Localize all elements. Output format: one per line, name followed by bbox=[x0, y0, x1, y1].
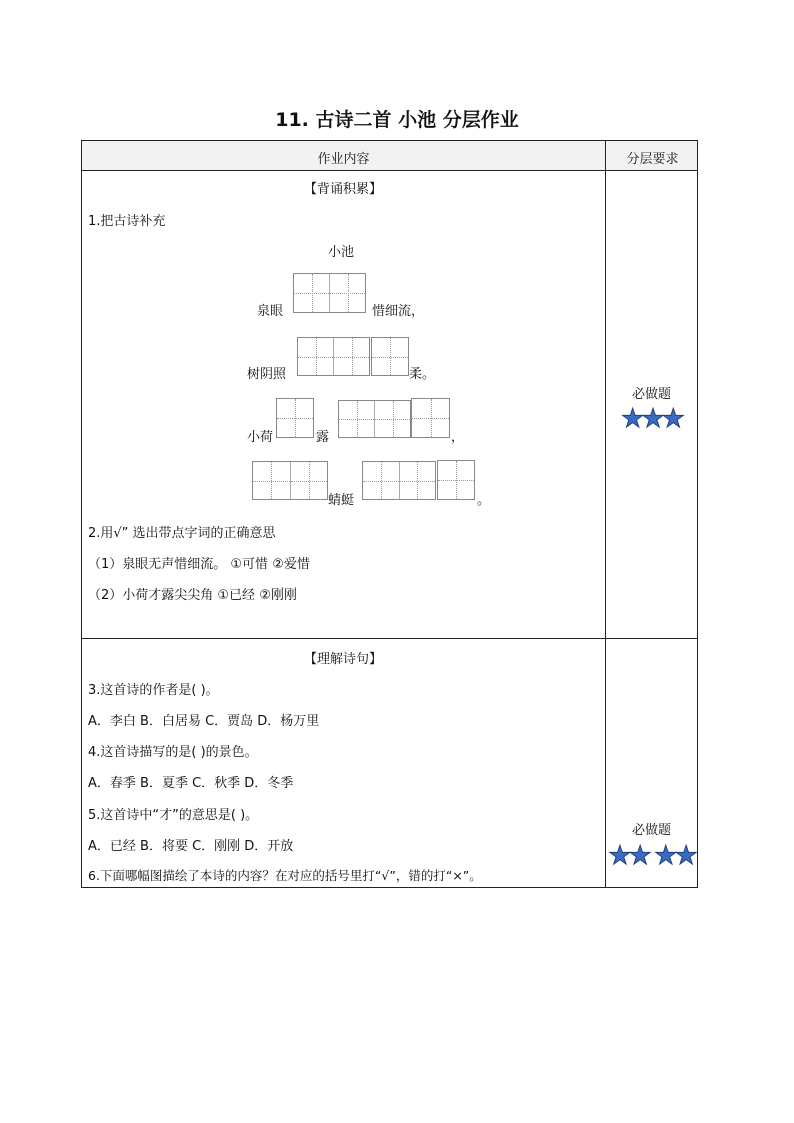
writing-grid[interactable] bbox=[252, 461, 328, 500]
poem-text: ， bbox=[451, 430, 465, 445]
question-3: 3.这首诗的作者是( )。 bbox=[88, 683, 219, 698]
level-label: 必做题 bbox=[631, 387, 671, 402]
poem-text: 泉眼 bbox=[257, 304, 284, 319]
writing-grid[interactable] bbox=[293, 273, 366, 313]
poem-text: 蜻蜓 bbox=[328, 493, 355, 508]
writing-grid[interactable] bbox=[297, 337, 370, 376]
poem-title: 小池 bbox=[328, 245, 355, 260]
page-title: 11. 古诗二首 小池 分层作业 bbox=[275, 109, 519, 131]
question-4-options: A．春季 B．夏季 C．秋季 D．冬季 bbox=[88, 776, 294, 791]
poem-text: 。 bbox=[477, 493, 491, 508]
writing-grid[interactable] bbox=[362, 461, 436, 500]
question-5-options: A．已经 B．将要 C．刚刚 D．开放 bbox=[88, 839, 294, 854]
writing-grid[interactable] bbox=[437, 460, 475, 500]
question-3-options: A．李白 B．白居易 C．贾岛 D．杨万里 bbox=[88, 714, 320, 729]
poem-text: 柔。 bbox=[409, 367, 436, 382]
section-heading: 【背诵积累】 bbox=[303, 182, 382, 197]
poem-text: 露 bbox=[316, 430, 330, 445]
writing-grid[interactable] bbox=[411, 398, 450, 438]
question-5: 5.这首诗中“才”的意思是( )。 bbox=[88, 808, 259, 823]
writing-grid[interactable] bbox=[276, 398, 314, 438]
star-rating-icon: ★★ ★★ bbox=[608, 841, 695, 871]
question-2-1: （1）泉眼无声惜细流。 ①可惜 ②爱惜 bbox=[88, 557, 310, 572]
writing-grid[interactable] bbox=[371, 337, 409, 376]
writing-grid[interactable] bbox=[338, 400, 411, 438]
poem-text: 惜细流， bbox=[372, 304, 425, 319]
header-level: 分层要求 bbox=[626, 152, 679, 167]
question-4: 4.这首诗描写的是( )的景色。 bbox=[88, 745, 258, 760]
question-1: 1.把古诗补充 bbox=[88, 214, 166, 229]
header-content: 作业内容 bbox=[317, 152, 370, 167]
question-2-2: （2）小荷才露尖尖角 ①已经 ②刚刚 bbox=[88, 588, 297, 603]
level-label: 必做题 bbox=[631, 823, 671, 838]
poem-text: 小荷 bbox=[247, 430, 274, 445]
question-2: 2.用√” 选出带点字词的正确意思 bbox=[88, 526, 276, 541]
question-6: 6.下面哪幅图描绘了本诗的内容？在对应的括号里打“√”，错的打“×”。 bbox=[88, 868, 482, 883]
star-rating-icon: ★★★ bbox=[621, 404, 682, 434]
section-heading: 【理解诗句】 bbox=[303, 652, 382, 667]
poem-text: 树阴照 bbox=[247, 367, 287, 382]
